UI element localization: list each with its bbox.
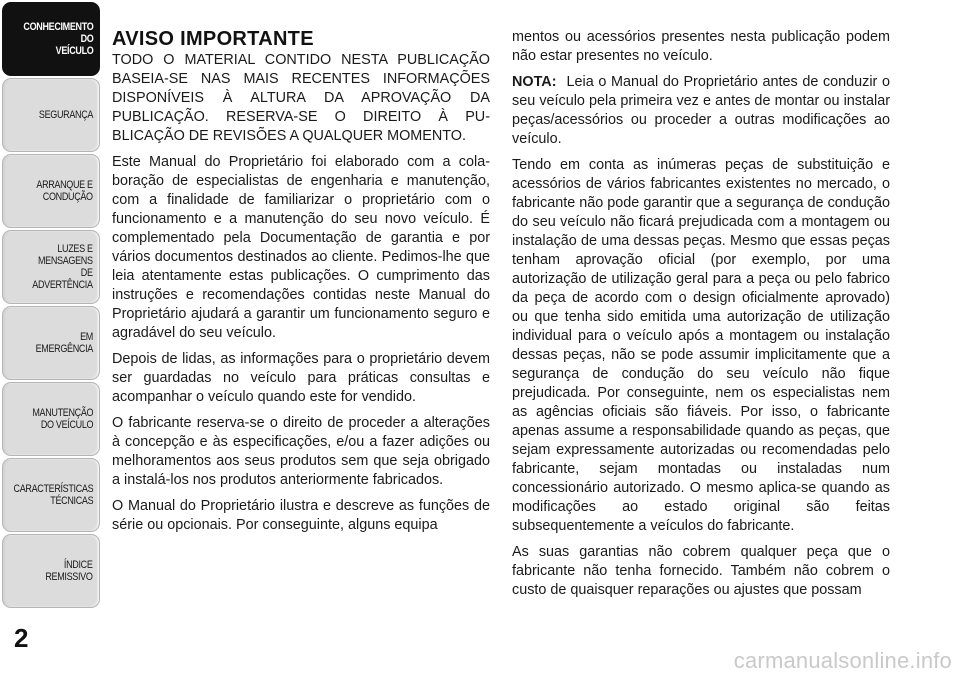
tab-conhecimento-do-veiculo[interactable] — [2, 2, 100, 76]
tab-manutencao-do-veiculo[interactable] — [2, 382, 100, 456]
tab-label: ÍNDICE REMISSIVO — [45, 559, 93, 583]
tab-label: SEGURANÇA — [38, 109, 93, 121]
section-heading: AVISO IMPORTANTE — [112, 28, 314, 50]
body-paragraph: O Manual do Proprietário ilustra e descreve as funções de série ou opcionais. Por conseguinte, alguns equipa — [112, 498, 490, 533]
tab-seguranca[interactable] — [2, 78, 100, 152]
body-paragraph: Este Manual do Proprietário foi elaborado com a colaboração de especialistas de engenharia e manutenção, com a finalidade de familiarizar o proprietário com o funcionamento e a manutenção do seu novo veículo. É complementado pela Documentação de garantia e por vários documentos destinados ao cliente. Pedimos-lhe que leia atentamente estas publicações. O cumprimento das instruções e recomendações contidas neste Manual do Proprietário ajudará a garantir um funcionamento seguro e agradável do seu veículo. — [112, 154, 490, 341]
page-number: 2 — [14, 623, 29, 653]
watermark-text: carmanualsonline.info — [733, 648, 952, 673]
tab-luzes-e-mensagens[interactable] — [2, 230, 100, 304]
tab-arranque-e-conducao[interactable] — [2, 154, 100, 228]
tab-label: CARACTERÍSTICAS TÉCNICAS — [13, 483, 93, 507]
note-text: Leia o Manual do Proprietário antes de conduzir o seu veículo pela primeira vez e antes de montar ou instalar peças/acessórios ou proceder a outras modificações ao veículo. — [512, 74, 890, 147]
tab-em-emergencia[interactable] — [2, 306, 100, 380]
tab-indice-remissivo[interactable] — [2, 534, 100, 608]
notice-caps-paragraph: TODO O MATERIAL CONTIDO NESTA PUBLICAÇÃO BASEIA-SE NAS MAIS RECENTES INFORMAÇÕES DISPONÍVEIS À ALTURA DA APROVAÇÃO DA PUBLICAÇÃO. RESERVA-SE O DIREITO À PUBLICAÇÃO DE REVISÕES A QUALQUER MOMENTO. — [112, 52, 490, 144]
note-label: NOTA: — [512, 74, 557, 90]
continuation-paragraph: mentos ou acessórios presentes nesta publicação podem não estar presentes no veículo. — [512, 29, 890, 64]
chapter-tab-sidebar — [0, 0, 104, 610]
tab-label: ARRANQUE E CONDUÇÃO — [36, 179, 93, 203]
left-text-column — [112, 28, 490, 542]
tab-label: MANUTENÇÃO DO VEÍCULO — [32, 407, 93, 431]
tab-caracteristicas-tecnicas[interactable] — [2, 458, 100, 532]
body-paragraph: As suas garantias não cobrem qualquer peça que o fabricante não tenha fornecido. Também não cobrem o custo de quaisquer reparações ou ajustes que possam — [512, 544, 890, 598]
body-paragraph: O fabricante reserva-se o direito de proceder a alterações à concepção e às especificações, e/ou a fazer adições ou melhoramentos aos seus produtos sem que seja obrigado a instalá-los nos produtos anteriormente fabricados. — [112, 415, 490, 488]
tab-label: EM EMERGÊNCIA — [35, 331, 93, 355]
tab-label: CONHECIMENTO DO VEÍCULO — [22, 21, 93, 57]
tab-label: LUZES E MENSAGENS DE ADVERTÊNCIA — [32, 243, 93, 291]
body-paragraph: Depois de lidas, as informações para o proprietário devem ser guardadas no veículo para práticas consultas e acompanhar o veículo quando este for vendido. — [112, 351, 490, 405]
right-text-column — [512, 28, 890, 607]
body-paragraph: Tendo em conta as inúmeras peças de substituição e acessórios de vários fabricantes existentes no mercado, o fabricante não pode garantir que a segurança de condução do seu veículo não ficará prejudicada com a montagem ou instalação de uma dessas peças. Mesmo que essas peças tenham aprovação oficial (por exemplo, por uma autorização de utilização geral para a peça ou pelo fabrico da peça de acordo com o design oficialmente aprovado) ou que tenha sido emitida uma autorização de utilização individual para o veículo após a montagem ou instalação dessas peças, não se pode assumir implicitamente que a segurança de condução do seu veículo não fique prejudicada. Por conseguinte, nem os especialistas nem as agências oficiais são fiáveis. Por isso, o fabricante apenas assume a responsabilidade quando as peças, que sejam expressamente autorizadas ou recomendadas pelo fabricante, sejam montadas ou instaladas num concessionário autorizado. O mesmo aplica-se quando as modificações ao estado original são feitas subsequentemente a veículos do fabricante. — [512, 157, 890, 534]
note-paragraph — [512, 73, 890, 149]
